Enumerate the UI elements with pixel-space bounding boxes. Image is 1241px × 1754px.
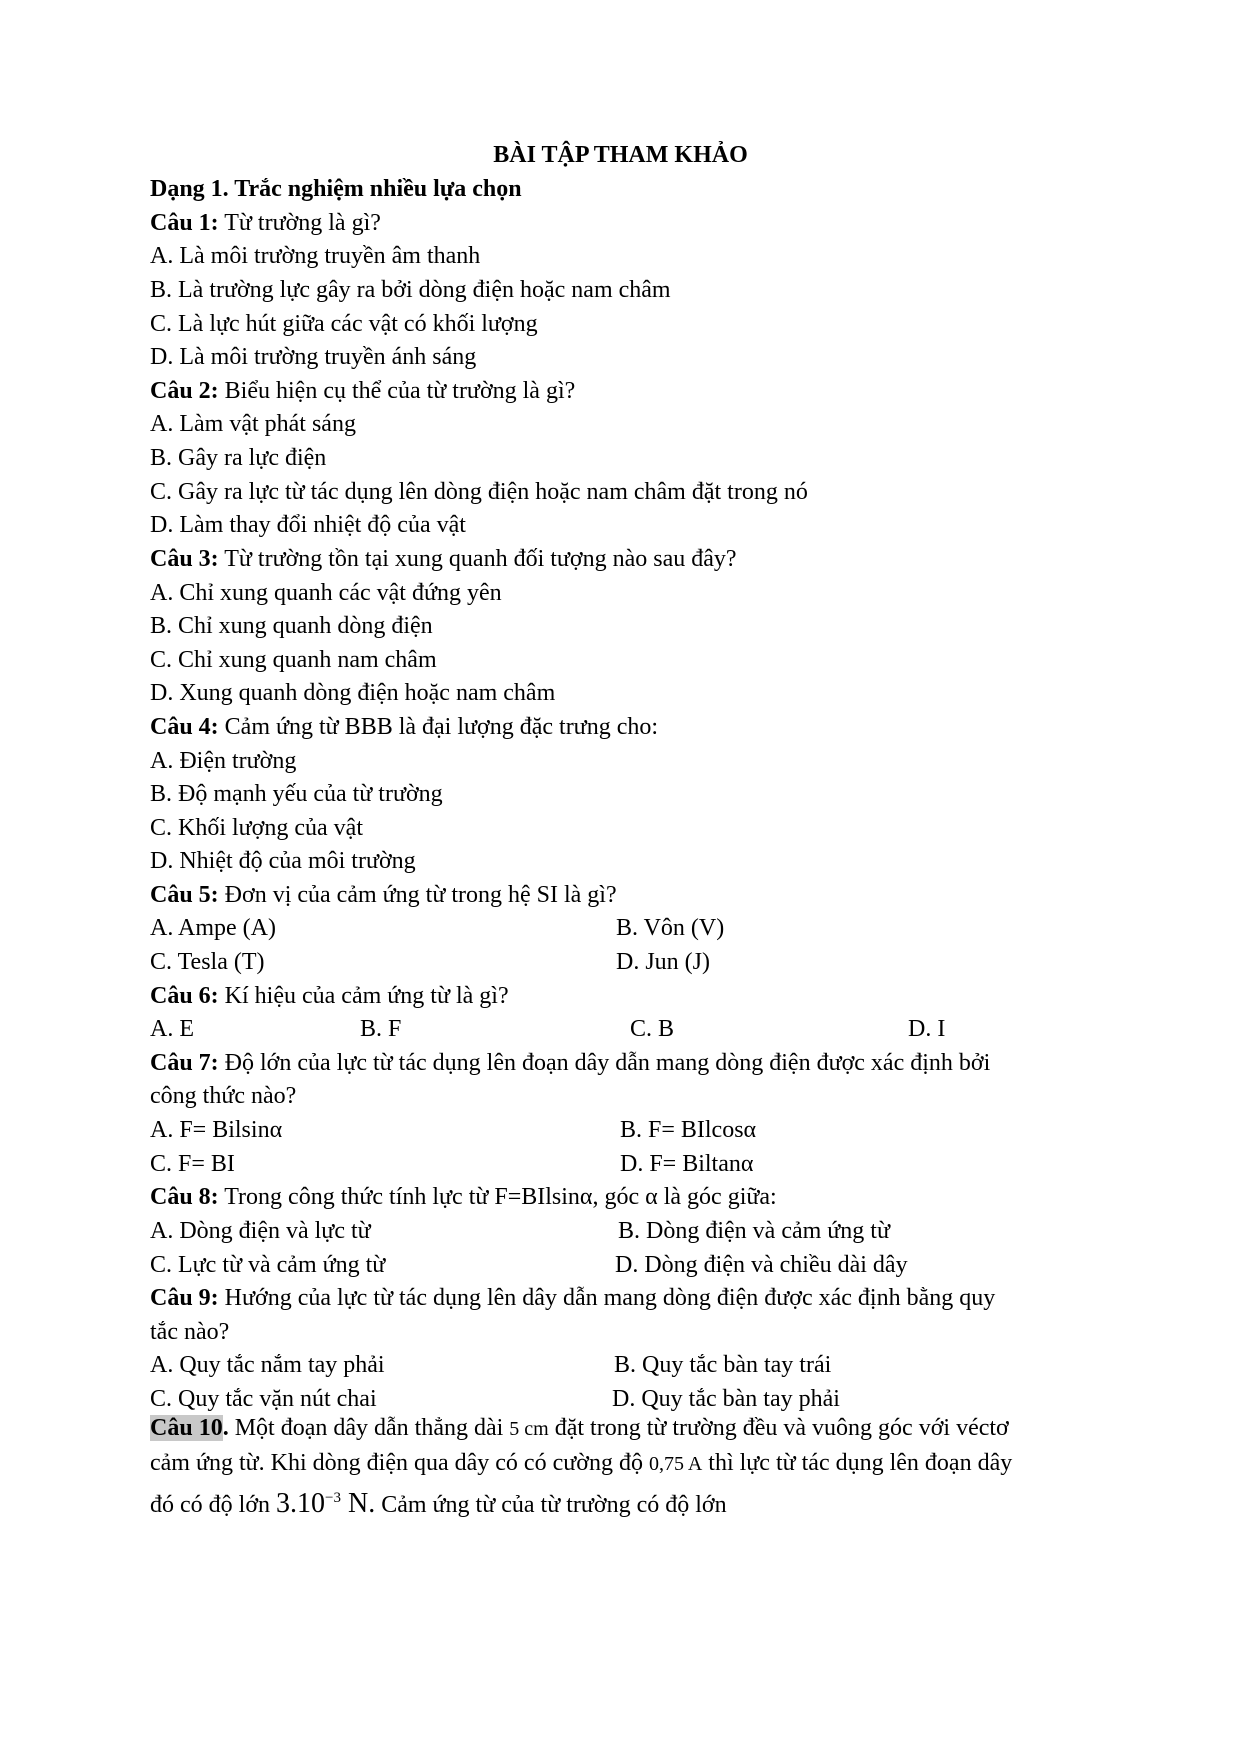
question-label: Câu 1:: [150, 210, 219, 236]
option-1d: D. Là môi trường truyền ánh sáng: [150, 344, 477, 370]
option-8d: D. Dòng điện và chiều dài dây: [615, 1252, 908, 1278]
question-label: Câu 10: [150, 1415, 223, 1441]
option-7b: B. F= BIlcosα: [620, 1117, 757, 1143]
option-9d: D. Quy tắc bàn tay phải: [612, 1386, 840, 1412]
question-10: Câu 10. Một đoạn dây dẫn thẳng dài 5 cm đặt trong từ trường đều và vuông góc với véctơ: [150, 1415, 1009, 1441]
question-5: [150, 882, 617, 909]
question-3: [150, 546, 737, 573]
option-3b: B. Chỉ xung quanh dòng điện: [150, 613, 433, 639]
question-text: Một đoạn dây dẫn thẳng dài: [228, 1415, 510, 1441]
option-3c: C. Chỉ xung quanh nam châm: [150, 647, 437, 673]
option-9a: A. Quy tắc nắm tay phải: [150, 1352, 385, 1378]
option-3d: D. Xung quanh dòng điện hoặc nam châm: [150, 680, 556, 706]
option-3a: A. Chỉ xung quanh các vật đứng yên: [150, 580, 502, 606]
length-value: 5 cm: [509, 1418, 549, 1440]
question-label: Câu 6:: [150, 983, 219, 1009]
question-2: [150, 378, 575, 405]
question-text: Từ trường tồn tại xung quanh đối tượng nào sau đây?: [218, 546, 737, 572]
option-5b: B. Vôn (V): [616, 915, 725, 941]
question-text: Kí hiệu của cảm ứng từ là gì?: [218, 983, 509, 1009]
option-2b: B. Gây ra lực điện: [150, 445, 327, 471]
option-8b: B. Dòng điện và cảm ứng từ: [618, 1218, 890, 1244]
option-6a: A. E: [150, 1016, 194, 1042]
question-7-cont: công thức nào?: [150, 1083, 297, 1109]
force-value: $3.10^{-3}$ N.: [276, 1488, 376, 1519]
question-7: [150, 1050, 990, 1077]
option-6c: C. B: [630, 1016, 675, 1042]
current-value: 0,75 A: [648, 1453, 703, 1475]
question-4: [150, 714, 658, 741]
section-heading: Dạng 1. Trắc nghiệm nhiều lựa chọn: [150, 176, 522, 202]
option-4a: A. Điện trường: [150, 748, 297, 774]
option-1a: A. Là môi trường truyền âm thanh: [150, 243, 481, 269]
option-2c: C. Gây ra lực từ tác dụng lên dòng điện hoặc nam châm đặt trong nó: [150, 479, 808, 505]
question-text: Độ lớn của lực từ tác dụng lên đoạn dây dẫn mang dòng điện được xác định bởi: [218, 1050, 991, 1076]
question-text: Hướng của lực từ tác dụng lên dây dẫn mang dòng điện được xác định bằng quy: [218, 1285, 996, 1311]
option-7c: C. F= BI: [150, 1151, 235, 1177]
option-5c: C. Tesla (T): [150, 949, 265, 975]
question-label: Câu 8:: [150, 1184, 219, 1210]
question-text: Từ trường là gì?: [218, 210, 381, 236]
question-10-line2: cảm ứng từ. Khi dòng điện qua dây có có cường độ 0,75 A thì lực từ tác dụng lên đoạn dây: [150, 1450, 1013, 1476]
question-label: Câu 7:: [150, 1050, 219, 1076]
option-1b: B. Là trường lực gây ra bởi dòng điện hoặc nam châm: [150, 277, 671, 303]
question-label: Câu 4:: [150, 714, 219, 740]
page-title: BÀI TẬP THAM KHẢO: [493, 142, 748, 168]
option-6b: B. F: [360, 1016, 402, 1042]
option-9b: B. Quy tắc bàn tay trái: [614, 1352, 832, 1378]
question-text: Cảm ứng từ BBB là đại lượng đặc trưng cho:: [218, 714, 659, 740]
option-8a: A. Dòng điện và lực từ: [150, 1218, 371, 1244]
question-label: Câu 5:: [150, 882, 219, 908]
option-2d: D. Làm thay đổi nhiệt độ của vật: [150, 512, 466, 538]
question-text: Trong công thức tính lực từ F=BIlsinα, góc α là góc giữa:: [218, 1184, 777, 1210]
question-text: Biểu hiện cụ thể của từ trường là gì?: [218, 378, 576, 404]
option-4c: C. Khối lượng của vật: [150, 815, 363, 841]
question-label: Câu 2:: [150, 378, 219, 404]
option-4b: B. Độ mạnh yếu của từ trường: [150, 781, 443, 807]
question-9: [150, 1285, 995, 1312]
question-label: Câu 9:: [150, 1285, 219, 1311]
option-8c: C. Lực từ và cảm ứng từ: [150, 1252, 386, 1278]
question-label: Câu 3:: [150, 546, 219, 572]
question-9-cont: tắc nào?: [150, 1319, 230, 1345]
option-9c: C. Quy tắc vặn nút chai: [150, 1386, 377, 1412]
option-7d: D. F= Biltanα: [620, 1151, 754, 1177]
option-4d: D. Nhiệt độ của môi trường: [150, 848, 416, 874]
question-10-line3: đó có độ lớn $3.10^{-3}$ N. Cảm ứng từ của từ trường có độ lớn: [150, 1488, 727, 1519]
option-5a: A. Ampe (A): [150, 915, 276, 941]
option-2a: A. Làm vật phát sáng: [150, 411, 356, 437]
question-1: [150, 210, 381, 237]
option-7a: A. F= Bilsinα: [150, 1117, 283, 1143]
option-5d: D. Jun (J): [616, 949, 710, 975]
question-8: [150, 1184, 777, 1211]
option-6d: D. I: [908, 1016, 946, 1042]
option-1c: C. Là lực hút giữa các vật có khối lượng: [150, 311, 538, 337]
question-6: [150, 983, 509, 1010]
question-text: Đơn vị của cảm ứng từ trong hệ SI là gì?: [218, 882, 617, 908]
